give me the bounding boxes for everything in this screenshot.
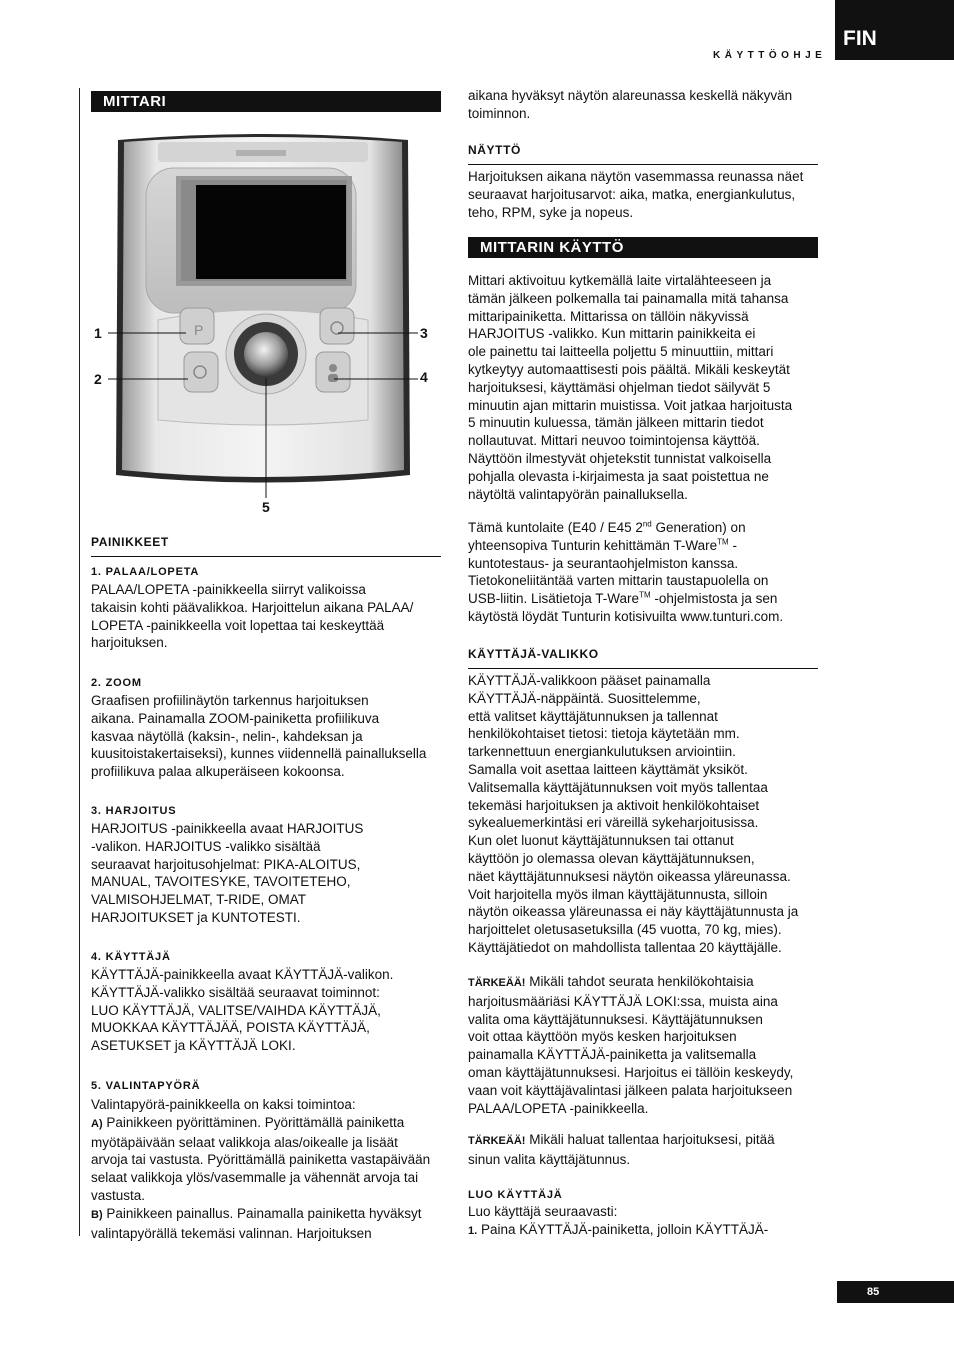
item-text-valintapyora: Valintapyörä-painikkeella on kaksi toimintoa: A) Painikkeen pyörittäminen. Pyörittämällä painiketta myötäpäivään selaat valikkoja alas/oikealle ja lisäät arvoja tai vastusta. Pyörittämällä painiketta vastapäivään selaat valikkoja ylös/vasemmalle ja vähennät arvoja tai vastusta. B) Painikkeen painallus. Painamalla painiketta hyväksyt valintapyörällä tekemäsi valinnan. Harjoituksen	[91, 1097, 431, 1241]
section-title-mittari: MITTARI	[91, 91, 441, 112]
back-stop-button[interactable]	[180, 308, 214, 344]
lcd-screen	[196, 185, 346, 279]
item-heading-kayttaja: 4. KÄYTTÄJÄ	[91, 951, 171, 963]
callout-3: 3	[420, 325, 428, 341]
user-menu-text: KÄYTTÄJÄ-valikkoon pääset painamalla KÄYTTÄJÄ-näppäintä. Suosittelemme, että valitset käyttäjätunnuksen ja tallennat henkilökohtaiset tietosi: tietoja käytetään mm. tarkennettuun energiankulutuksen arviointiin. Samalla voit asettaa laitteen käyttämät yksiköt. Valitsemalla käyttäjätunnuksen voit myös tallentaa tekemäsi harjoituksen ja aktivoit henkilökohtaiset sykealuemerkintäsi eri väreillä sykeharjoitusissa. Kun olet luonut käyttäjätunnuksen tai ottanut käyttöön jo olemassa olevan käyttäjätunnuksen, näet käyttäjätunnuksesi näytön oikeassa yläreunassa. Voit harjoitella myös ilman käyttäjätunnusta, silloin näytön oikeassa yläreunassa ei näy käyttäjätunnusta ja harjoittelet oletusasetuksilla (45 vuotta, 70 kg, mies). Käyttäjätiedot on mahdollista tallentaa 20 käyttäjälle.	[468, 673, 799, 955]
subsection-title-naytto: NÄYTTÖ	[468, 143, 521, 157]
section-title-mittarin-kaytto: MITTARIN KÄYTTÖ	[468, 237, 818, 258]
callout-4: 4	[420, 369, 428, 385]
item-text-palaa-lopeta: PALAA/LOPETA -painikkeella siirryt valikoissa takaisin kohti päävalikkoa. Harjoittelun aikana PALAA/ LOPETA -painikkeella voit lopettaa tai keskeyttää harjoituksen.	[91, 582, 414, 651]
important-note-2: TÄRKEÄÄ! Mikäli haluat tallentaa harjoituksesi, pitää sinun valita käyttäjätunnus.	[468, 1132, 775, 1167]
subsection-title-kayttaja-valikko: KÄYTTÄJÄ-VALIKKO	[468, 647, 599, 661]
item-text-harjoitus: HARJOITUS -painikkeella avaat HARJOITUS -valikon. HARJOITUS -valikko sisältää seuraavat harjoitusohjelmat: PIKA-ALOITUS, MANUAL, TAVOITESYKE, TAVOITETEHO, VALMISOHJELMAT, T-RIDE, OMAT HARJOITUKSET ja KUNTOTESTI.	[91, 821, 364, 925]
document-header-label: KÄYTTÖOHJE	[713, 50, 827, 61]
naytto-text: Harjoituksen aikana näytön vasemmassa reunassa näet seuraavat harjoitusarvot: aika, matka, energiankulutus, teho, RPM, syke ja nopeus.	[468, 169, 804, 220]
subsection-rule	[91, 556, 441, 557]
item-heading-valintapyora: 5. VALINTAPYÖRÄ	[91, 1080, 201, 1092]
console-illustration	[88, 130, 438, 520]
page-number: 85	[837, 1281, 954, 1303]
subsection-rule-kayttaja-valikko	[468, 668, 818, 669]
item-heading-palaa-lopeta: 1. PALAA/LOPETA	[91, 566, 200, 578]
callout-2: 2	[94, 371, 102, 387]
brand-logo	[236, 150, 286, 156]
training-button[interactable]	[320, 308, 354, 344]
callout-1: 1	[94, 325, 102, 341]
language-tab: FIN	[835, 0, 954, 60]
item-text-zoom: Graafisen profiilinäytön tarkennus harjoituksen aikana. Painamalla ZOOM-painiketta profiilikuva kasvaa näytöllä (kaksin-, nelin-, kahdeksan ja kuusitoistakertaiseksi), kunnes viidennellä painalluksella profiilikuva palaa alkuperäiseen kokoonsa.	[91, 693, 427, 780]
back-stop-icon: P	[194, 322, 204, 338]
left-margin-rule	[79, 88, 80, 1236]
create-user-text: Luo käyttäjä seuraavasti: 1. Paina KÄYTTÄJÄ-painiketta, jolloin KÄYTTÄJÄ-	[468, 1204, 769, 1237]
callout-5: 5	[262, 499, 270, 515]
subsection-rule-naytto	[468, 164, 818, 165]
subsection-title-luo-kayttaja: LUO KÄYTTÄJÄ	[468, 1189, 563, 1201]
item-text-kayttaja: KÄYTTÄJÄ-painikkeella avaat KÄYTTÄJÄ-valikon. KÄYTTÄJÄ-valikko sisältää seuraavat toiminnot: LUO KÄYTTÄJÄ, VALITSE/VAIHDA KÄYTTÄJÄ, MUOKKAA KÄYTTÄJÄÄ, POISTA KÄYTTÄJÄ, ASETUKSET ja KÄYTTÄJÄ LOKI.	[91, 967, 394, 1054]
tware-text: Tämä kuntolaite (E40 / E45 2nd Generation) on yhteensopiva Tunturin kehittämän T-Ware™ - kuntotestaus- ja seurantaohjelmiston kanssa. Tietokoneliitäntää varten mittarin taustapuolella on USB-liitin. Lisätietoja T-Ware™ -ohjelmistosta ja sen käytöstä löydät Tunturin kotisivuilta www.tunturi.com.	[468, 519, 784, 624]
item-heading-zoom: 2. ZOOM	[91, 677, 142, 689]
continuation-text: aikana hyväksyt näytön alareunassa keskellä näkyvän toiminnon.	[468, 88, 793, 121]
user-button[interactable]	[316, 352, 350, 392]
item-heading-harjoitus: 3. HARJOITUS	[91, 805, 177, 817]
zoom-button[interactable]	[184, 352, 218, 392]
user-icon	[329, 364, 337, 372]
subsection-title-painikkeet: PAINIKKEET	[91, 535, 169, 549]
important-note-1: TÄRKEÄÄ! Mikäli tahdot seurata henkilökohtaisia harjoitusmääriäsi KÄYTTÄJÄ LOKI:ssa, muista aina valita oma käyttäjätunnuksesi. Käyttäjätunnuksen voit ottaa käyttöön myös kesken harjoituksen painamalla KÄYTTÄJÄ-painiketta ja valitsemalla oman käyttäjätunnuksesi. Harjoitus ei tällöin keskeydy, vaan voit käyttäjävalintasi jälkeen palata harjoitukseen PALAA/LOPETA -painikkeella.	[468, 974, 794, 1116]
usage-text: Mittari aktivoituu kytkemällä laite virtalähteeseen ja tämän jälkeen polkemalla tai painamalla mitä tahansa mittaripainiketta. Mittarissa on tällöin näkyvissä HARJOITUS -valikko. Kun mittarin painikkeita ei ole painettu tai laitteella poljettu 5 minuuttiin, mittari kytkeytyy automaattisesti pois päältä. Mikäli keskeytät harjoituksesi, käyttämäsi ohjelman tiedot säilyvät 5 minuutin ajan mittarin muistissa. Voit jatkaa harjoitusta 5 minuutin kuluessa, tämän jälkeen mittarin tiedot nollautuvat. Mittari neuvoo toimintojensa käyttöä. Näyttöön ilmestyvät ohjetekstit tunnistat valkoisella pohjalla olevasta i-kirjaimesta ja saat poistettua ne näytöltä valintapyörän painalluksella.	[468, 273, 793, 502]
